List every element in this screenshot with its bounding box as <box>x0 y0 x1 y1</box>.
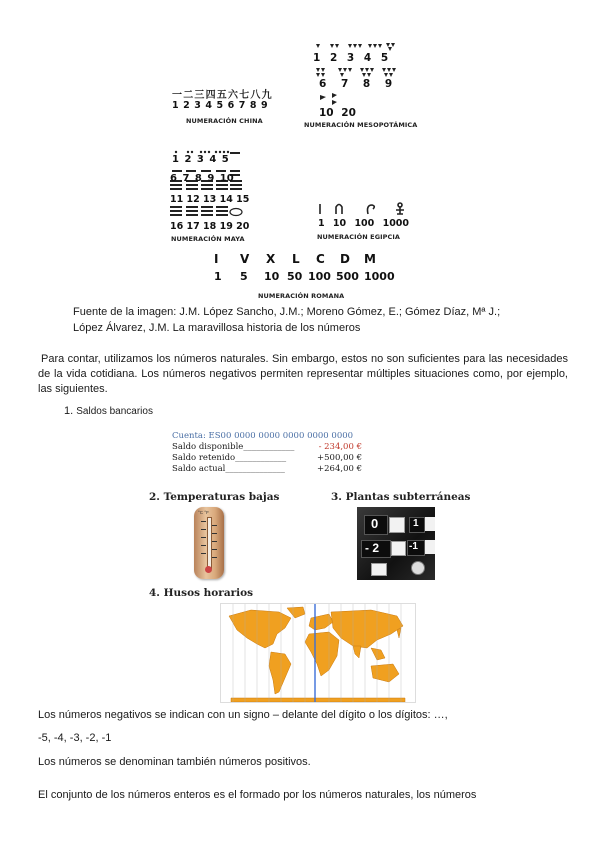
thermometer-tick <box>201 529 206 530</box>
elevator-button-1 <box>409 517 425 533</box>
thermometer-tick <box>212 525 217 526</box>
thermometer-tick <box>212 541 217 542</box>
elevator-button-minus1 <box>407 540 425 556</box>
body-line3: Los números se denominan también números positivos. <box>38 756 311 768</box>
bank-row-amount: - 234,00 € <box>318 442 362 452</box>
section1-title: Saldos bancarios <box>76 406 153 417</box>
cuneiform-marks-row1 <box>310 42 400 52</box>
maya-numbers-row4: 16 17 18 19 20 <box>170 221 250 232</box>
elevator-button-label: 0 <box>371 516 379 531</box>
roman-symbol: C <box>316 252 325 266</box>
elevator-button-minus2 <box>361 540 391 558</box>
bank-row-retained <box>172 453 362 464</box>
image-caption-line1: Fuente de la imagen: J.M. López Sancho, J.M.; Moreno Gómez, E.; Gómez Díaz, Mª J.; <box>73 306 501 318</box>
thermometer-tick <box>201 553 206 554</box>
elevator-button-minus1-light <box>425 540 435 554</box>
section1-number: 1. <box>64 405 74 417</box>
thermometer-bulb <box>205 566 212 573</box>
thermometer-tick <box>201 521 206 522</box>
roman-symbol: M <box>364 252 376 266</box>
elevator-button-1-light <box>425 517 435 531</box>
roman-value: 1000 <box>364 270 395 283</box>
elevator-button-label: 1 <box>413 518 419 529</box>
chinese-glyphs: 一二三四五六七八九 <box>172 90 273 101</box>
bank-account: Cuenta: ES00 0000 0000 0000 0000 0000 <box>172 431 354 441</box>
body-line4: El conjunto de los números enteros es el formado por los números naturales, los números <box>38 789 477 801</box>
roman-symbol: X <box>266 252 276 266</box>
label-egypt: NUMERACIÓN EGIPCIA <box>317 233 401 241</box>
maya-numbers-row1: 1 2 3 4 5 <box>172 154 229 165</box>
roman-value: 5 <box>240 270 248 283</box>
bank-row-amount: +264,00 € <box>317 464 362 474</box>
roman-symbol: V <box>240 252 250 266</box>
thermometer-tick <box>201 545 206 546</box>
image-caption-line2: López Álvarez, J.M. La maravillosa historia de los números <box>73 322 361 334</box>
elevator-button-minus2-light <box>391 541 406 556</box>
bank-row-available <box>172 442 362 453</box>
chinese-numbers: 1 2 3 4 5 6 7 8 9 <box>172 100 269 111</box>
world-map-drawing <box>221 604 415 702</box>
thermometer-tick <box>212 557 217 558</box>
roman-symbols-row <box>212 252 392 266</box>
bank-statement <box>172 431 362 475</box>
label-china: NUMERACIÓN CHINA <box>186 117 263 125</box>
world-time-zone-map <box>220 603 416 703</box>
roman-value: 100 <box>308 270 331 283</box>
maya-numbers-row3: 11 12 13 14 15 <box>170 194 250 205</box>
bank-row-label: Saldo disponible____________ <box>172 442 295 452</box>
elevator-button-label: -1 <box>409 541 418 552</box>
elevator-panel-image <box>357 507 435 580</box>
roman-value: 500 <box>336 270 359 283</box>
egyptian-numbers: 1 10 100 1000 <box>318 218 410 229</box>
roman-value: 1 <box>214 270 222 283</box>
bank-row-amount: +500,00 € <box>317 453 362 463</box>
roman-symbol: I <box>214 252 219 266</box>
roman-symbol: L <box>292 252 300 266</box>
thermometer-tick <box>212 533 217 534</box>
cuneiform-marks-row3 <box>318 92 358 108</box>
roman-values-row <box>212 270 402 284</box>
maya-numbers-row2: 6 7 8 9 10 <box>170 173 234 184</box>
thermometer-tick <box>212 549 217 550</box>
elevator-button-label: - 2 <box>365 541 380 555</box>
thermometer-units: °C °F <box>198 510 209 515</box>
body-line2: -5, -4, -3, -2, -1 <box>38 732 112 744</box>
roman-symbol: D <box>340 252 350 266</box>
mesopotamian-numbers-row2: 6 7 8 9 <box>319 78 393 90</box>
section1-heading <box>64 404 153 419</box>
bank-row-label: Saldo retenido____________ <box>172 453 287 463</box>
mesopotamian-numbers-row1: 1 2 3 4 5 <box>313 52 389 64</box>
roman-value: 10 <box>264 270 280 283</box>
section3-title: 3. Plantas subterráneas <box>331 491 471 503</box>
intro-paragraph: Para contar, utilizamos los números naturales. Sin embargo, estos no son suficientes para las necesidades de la vida cotidiana. Los números negativos permiten representar múltiples situaciones como, por ejemplo, las siguientes. <box>38 353 568 395</box>
bank-row-label: Saldo actual______________ <box>172 464 285 474</box>
elevator-keyhole <box>411 561 425 575</box>
bank-row-current <box>172 464 362 475</box>
elevator-button-0-light <box>389 517 405 533</box>
elevator-button-0 <box>364 515 388 535</box>
mesopotamian-numbers-row3: 10 20 <box>319 107 356 119</box>
section4-title: 4. Husos horarios <box>149 587 254 599</box>
roman-value: 50 <box>287 270 303 283</box>
label-maya: NUMERACIÓN MAYA <box>171 235 245 243</box>
label-rome: NUMERACIÓN ROMANA <box>258 292 345 300</box>
egyptian-hieroglyphs <box>316 202 412 216</box>
body-line1: Los números negativos se indican con un signo – delante del dígito o los dígitos: …, <box>38 709 448 721</box>
label-mesopotamia: NUMERACIÓN MESOPOTÁMICA <box>304 121 418 129</box>
elevator-button-alarm-light <box>371 563 387 576</box>
thermometer-image <box>194 507 224 579</box>
thermometer-tick <box>201 537 206 538</box>
section2-title: 2. Temperaturas bajas <box>149 491 280 503</box>
